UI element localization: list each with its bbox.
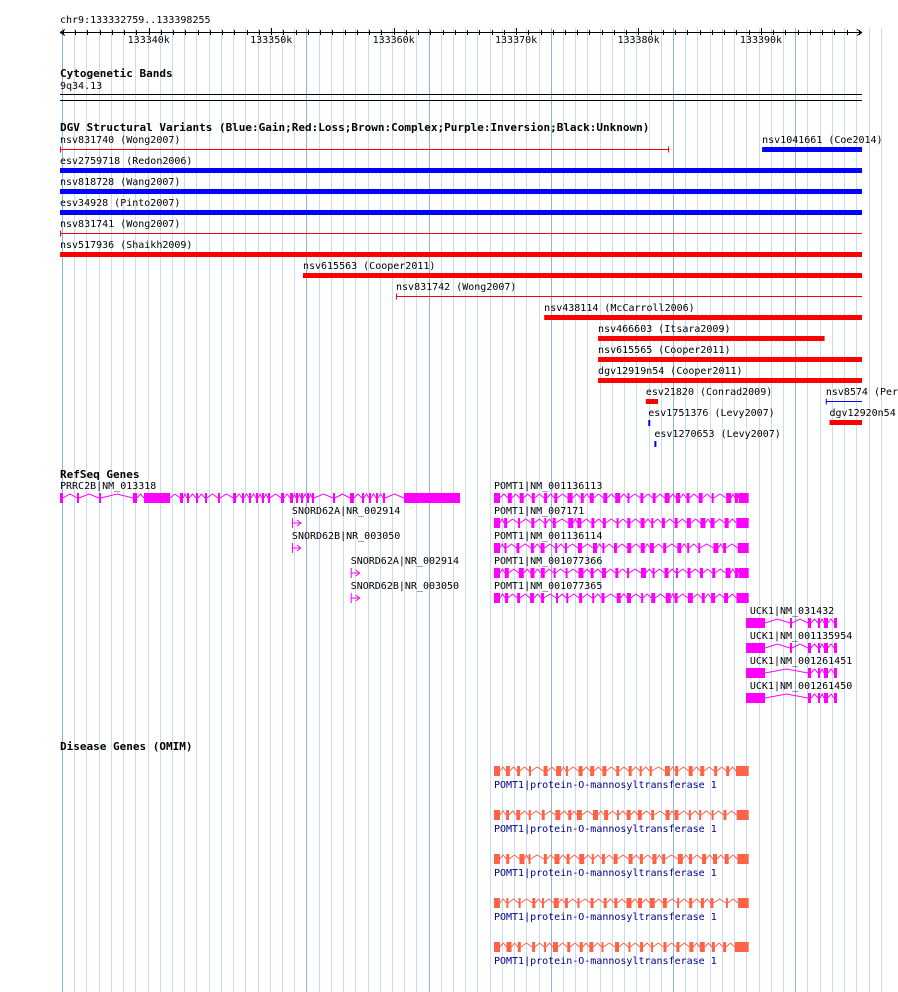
omim-gene-model[interactable] [494, 898, 749, 908]
dgv-variant-label[interactable]: nsv831740 (Wong2007) [60, 135, 181, 146]
omim-gene-label[interactable]: POMT1|protein-O-mannosyltransferase 1 [493, 912, 717, 923]
ruler-tick-label: 133350k [250, 35, 293, 46]
dgv-variant-label[interactable]: nsv517936 (Shaikh2009) [60, 240, 193, 251]
dgv-track-title[interactable]: DGV Structural Variants (Blue:Gain;Red:Loss;Brown:Complex;Purple:Inversion;Black:Unknown) [60, 121, 650, 134]
ruler-tick-label: 133380k [617, 35, 660, 46]
omim-gene-label[interactable]: POMT1|protein-O-mannosyltransferase 1 [493, 780, 717, 791]
ruler-tick-label: 133390k [739, 35, 783, 46]
region-label: chr9:133332759..133398255 [60, 15, 211, 26]
refseq-gene-label[interactable]: SNORD62B|NR_003050 [291, 531, 401, 542]
dgv-variant-label[interactable]: dgv12919n54 (Cooper2011) [598, 366, 743, 377]
dgv-variant-label[interactable]: esv34928 (Pinto2007) [60, 198, 181, 209]
refseq-gene-label[interactable]: SNORD62B|NR_003050 [350, 581, 460, 592]
cytoband-label: 9q34.13 [60, 81, 103, 92]
ruler-tick-label: 133340k [127, 35, 170, 46]
dgv-variant-label[interactable]: nsv466603 (Itsara2009) [598, 324, 731, 335]
dgv-variant-label[interactable]: nsv438114 (McCarroll2006) [544, 303, 695, 314]
refseq-gene-label[interactable]: SNORD62A|NR_002914 [350, 556, 460, 567]
omim-track-title[interactable]: Disease Genes (OMIM) [60, 740, 193, 753]
dgv-variant-label[interactable]: nsv615563 (Cooper2011) [302, 261, 436, 272]
dgv-variant-label[interactable]: nsv818728 (Wang2007) [60, 177, 181, 188]
dgv-variant-label[interactable]: nsv831741 (Wong2007) [60, 219, 181, 230]
dgv-variant-label[interactable]: dgv12920n54 [829, 408, 896, 419]
refseq-gene-label[interactable]: UCK1|NM_001261451 [749, 656, 853, 667]
dgv-variant-label[interactable]: esv1751376 (Levy2007) [648, 408, 775, 419]
dgv-variant-label[interactable]: esv21820 (Conrad2009) [645, 387, 773, 398]
omim-gene-model[interactable] [494, 766, 749, 776]
omim-gene-model[interactable] [494, 810, 749, 820]
dgv-variant-label[interactable]: nsv831742 (Wong2007) [396, 282, 517, 293]
omim-gene-label[interactable]: POMT1|protein-O-mannosyltransferase 1 [493, 956, 717, 967]
refseq-gene-label[interactable]: PRRC2B|NM_013318 [60, 481, 157, 492]
refseq-gene-label[interactable]: POMT1|NM_007171 [493, 506, 585, 517]
refseq-gene-label[interactable]: UCK1|NM_001135954 [749, 631, 853, 642]
refseq-gene-label[interactable]: UCK1|NM_031432 [749, 606, 835, 617]
refseq-track-title[interactable]: RefSeq Genes [60, 468, 140, 481]
ruler-tick-label: 133360k [372, 35, 415, 46]
dgv-variant-label[interactable]: nsv615565 (Cooper2011) [598, 345, 731, 356]
dgv-variant-label[interactable]: nsv8574 (Per [825, 387, 898, 398]
refseq-gene-label[interactable]: POMT1|NM_001136113 [493, 481, 603, 492]
omim-gene-model[interactable] [494, 942, 749, 952]
refseq-gene-label[interactable]: POMT1|NM_001077366 [493, 556, 603, 567]
omim-gene-model[interactable] [494, 854, 749, 864]
cytoband-track-title[interactable]: Cytogenetic Bands [60, 67, 173, 80]
refseq-gene-label[interactable]: POMT1|NM_001136114 [493, 531, 603, 542]
refseq-gene-label[interactable]: SNORD62A|NR_002914 [291, 506, 401, 517]
ruler-tick-label: 133370k [495, 35, 538, 46]
omim-gene-label[interactable]: POMT1|protein-O-mannosyltransferase 1 [493, 824, 717, 835]
refseq-gene-label[interactable]: POMT1|NM_001077365 [493, 581, 603, 592]
refseq-gene-label[interactable]: UCK1|NM_001261450 [749, 681, 853, 692]
omim-gene-label[interactable]: POMT1|protein-O-mannosyltransferase 1 [493, 868, 717, 879]
dgv-variant-label[interactable]: esv2759718 (Redon2006) [60, 156, 193, 167]
dgv-variant-label[interactable]: nsv1041661 (Coe2014) [762, 135, 883, 146]
dgv-variant-label[interactable]: esv1270653 (Levy2007) [654, 429, 781, 440]
